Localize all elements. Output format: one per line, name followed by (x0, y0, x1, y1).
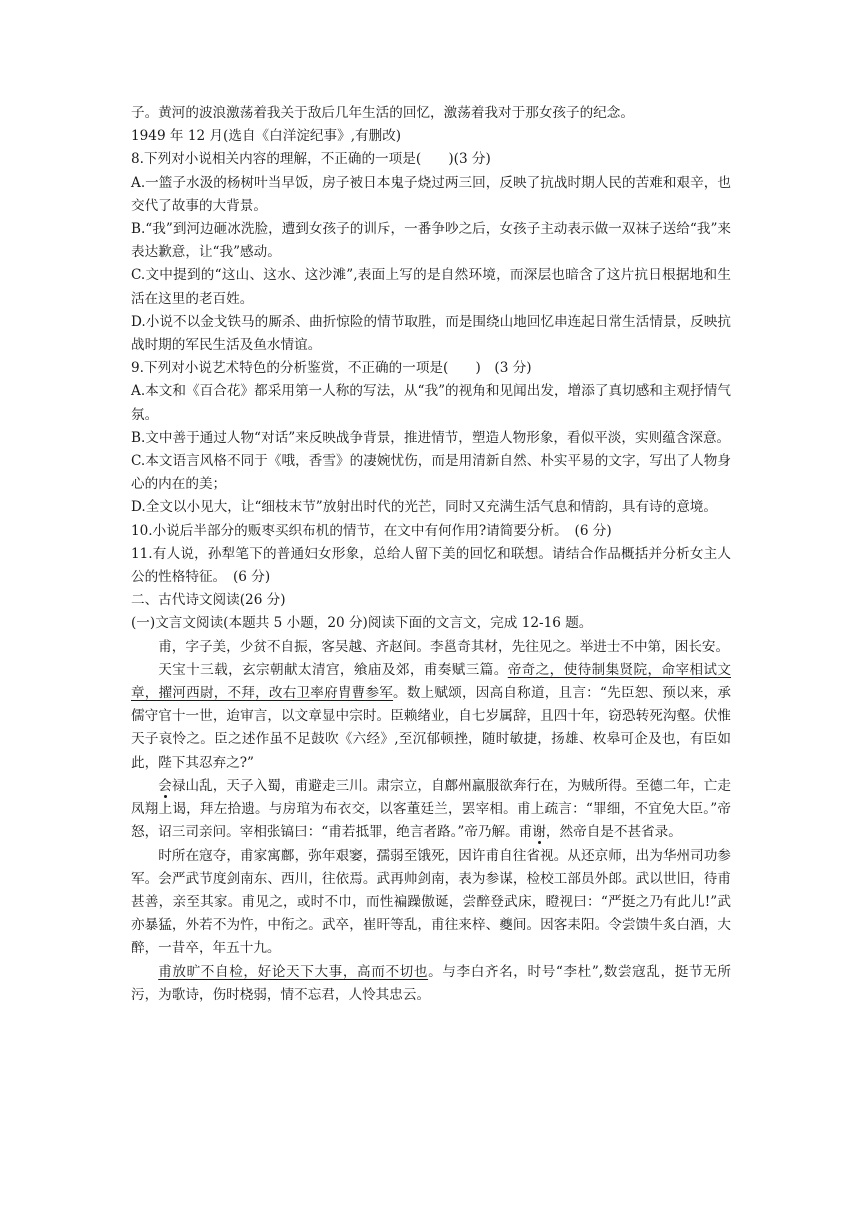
question-9-option-b: B.文中善于通过人物“对话”来反映战争背景，推进情节，塑造人物形象，看似平淡，实则蕴含深意。 (131, 429, 731, 446)
emphasis-dot-xie: 谢 (532, 824, 546, 841)
question-8-option-b: B.“我”到河边砸冰洗脸，遭到女孩子的训斥，一番争吵之后，女孩子主动表示做一双袜子送给“我”来表达歉意，让“我”感动。 (131, 221, 731, 261)
question-9-option-d: D.全文以小见大，让“细枝末节”放射出时代的光芒，同时又充满生活气息和情韵，具有诗的意境。 (131, 499, 717, 516)
story-closing-line: 子。黄河的波浪激荡着我关于敌后几年生活的回忆，激荡着我对于那女孩子的纪念。 (131, 105, 634, 121)
paragraph-5-rest: 。与李白齐名，时号“李杜”,数尝寇乱，挺节无所污，为歌诗，伤时桡弱，情不忘君，人怜其忠云。 (131, 963, 732, 1003)
underlined-sentence-2: 甫放旷不自检，好论天下大事，高而不切也 (158, 963, 429, 980)
paragraph-2-rest: 。数上赋颂，因高自称道，且言：“先臣恕、预以来，承儒守官十一世，迨审言，以文章显中宗时。臣赖绪业，自七岁属辞，且四十年，窃恐转死沟壑。伏惟天子哀怜之。臣之述作虽不足鼓吹《六经》,至沉郁顿挫，随时敏捷，扬雄、枚皋可企及也，有臣如此，陛下其忍弃之?” (131, 685, 731, 771)
question-8-option-d: D.小说不以金戈铁马的厮杀、曲折惊险的情节取胜，而是围绕山地回忆串连起日常生活情景，反映抗战时期的军民生活及鱼水情谊。 (131, 313, 731, 354)
question-9-stem: 9.下列对小说艺术特色的分析鉴赏，不正确的一项是( ) (3 分) (131, 360, 532, 377)
classical-paragraph-3 (131, 775, 731, 845)
section-sub-heading: (一)文言文阅读(本题共 5 小题，20 分)阅读下面的文言文，完成 12-16 题。 (131, 615, 593, 632)
question-8-stem: 8.下列对小说相关内容的理解，不正确的一项是( )(3 分) (131, 151, 491, 168)
question-9-option-c: C.本文语言风格不同于《哦，香雪》的凄婉忧伤，而是用清新自然、朴实平易的文字，写出了人物身心的内在的美； (131, 453, 731, 493)
question-8-option-c: C.文中提到的“这山、这水、这沙滩”,表面上写的是自然环境，而深层也暗含了这片抗日根据地和生活在这里的老百姓。 (131, 267, 731, 307)
paragraph-3-main: 禄山乱，天子入蜀，甫避走三川。肃宗立，自鄜州羸服欲奔行在，为贼所得。至德二年，亡走凤翔上谒，拜左拾遗。与房琯为布衣交，以客董廷兰，罢宰相。甫上疏言：“罪细，不宜免大臣。”帝怒，诏三司亲问。宰相张镐曰：“甫若抵罪，绝言者路。”帝乃解。甫 (131, 777, 731, 841)
classical-paragraph-1: 甫，字子美，少贫不自振，客吴越、齐赵间。李邕奇其材，先往见之。举进士不中第，困长安。 (158, 638, 730, 655)
classical-paragraph-2 (131, 659, 731, 775)
exam-page (131, 102, 731, 1007)
classical-paragraph-5 (131, 961, 731, 1007)
question-11: 11.有人说，孙犁笔下的普通妇女形象，总给人留下美的回忆和联想。请结合作品概括并分析女主人公的性格特征。 (6 分) (131, 545, 731, 586)
question-10: 10.小说后半部分的贩枣买织布机的情节，在文中有何作用?请简要分析。 (6 分) (131, 522, 612, 539)
emphasis-dot-hui: 会 (158, 777, 172, 794)
question-8-option-a: A.一篮子水汲的杨树叶当早饭，房子被日本鬼子烧过两三回，反映了抗战时期人民的苦难和艰辛，也交代了故事的大背景。 (131, 174, 731, 214)
story-source-note: 1949 年 12 月(选自《白洋淀纪事》,有删改) (131, 128, 402, 145)
underlined-sentence-1: 帝奇之，使待制集贤院，命宰相试文章，擢河西尉，不拜，改右卫率府胄曹参军 (131, 661, 732, 702)
paragraph-3-end: ，然帝自是不甚省录。 (545, 824, 682, 841)
classical-paragraph-4: 时所在寇夺，甫家寓鄜，弥年艰窭，孺弱至饿死，因许甫自往省视。从还京师，出为华州司功参军。会严武节度剑南东、西川，往依焉。武再帅剑南，表为参谋，检校工部员外郎。武以世旧，待甫甚善，亲至其家。甫见之，或时不巾，而性褊躁傲诞，尝醉登武床，瞪视曰：“严挺之乃有此儿!”武亦暴猛，外若不为忤，中衔之。武卒，崔旰等乱，甫往来梓、夔间。因客耒阳。令尝馈牛炙白酒，大醉，一昔卒，年五十九。 (131, 847, 731, 957)
section-heading: 二、古代诗文阅读(26 分) (131, 592, 286, 609)
question-9-option-a: A.本文和《百合花》都采用第一人称的写法，从“我”的视角和见闻出发，增添了真切感和主观抒情气氛。 (131, 383, 731, 423)
paragraph-2-lead: 天宝十三载，玄宗朝献太清宫，飨庙及郊，甫奏赋三篇。 (158, 661, 508, 678)
